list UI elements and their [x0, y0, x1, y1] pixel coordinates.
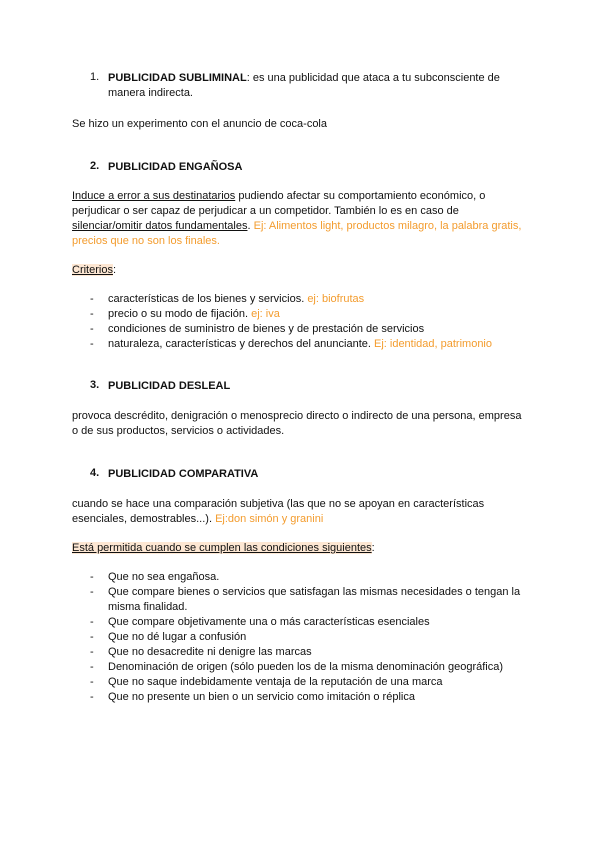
permitida-text: Está permitida cuando se cumplen las condiciones siguientes	[72, 542, 372, 554]
list-item	[90, 615, 530, 630]
criterios-list	[90, 292, 530, 352]
list-item-text: Que compare bienes o servicios que satisfagan las mismas necesidades o tengan la	[108, 586, 521, 598]
criterios-label	[72, 263, 532, 278]
section-4-line-2: esenciales, demostrables...).	[72, 513, 216, 525]
section-3-paragraph	[72, 409, 542, 439]
criterios-colon: :	[112, 264, 117, 276]
permitida-colon: :	[371, 542, 375, 554]
section-3-title: PUBLICIDAD DESLEAL	[108, 380, 231, 392]
list-item-text-cont: misma finalidad.	[108, 601, 188, 613]
section-3-line-1: provoca descrédito, denigración o menosprecio directo o indirecto de una persona, empresa	[72, 410, 522, 422]
list-item	[90, 645, 530, 660]
dash-bullet: -	[90, 691, 94, 703]
permitida-label	[72, 541, 532, 556]
dash-bullet: -	[90, 571, 94, 583]
dash-bullet: -	[90, 308, 94, 320]
list-item-text: características de los bienes y servicios.	[108, 293, 308, 305]
dash-bullet: -	[90, 616, 94, 628]
section-4-title: PUBLICIDAD COMPARATIVA	[108, 468, 259, 480]
section-4-line-1: cuando se hace una comparación subjetiva (las que no se apoyan en características	[72, 498, 485, 510]
section-2-text-b: perjudicar o ser capaz de perjudicar a un competidor. También lo es en caso de	[72, 205, 459, 217]
dash-bullet: -	[90, 646, 94, 658]
section-2-text-a: pudiendo afectar su comportamiento económico, o	[235, 190, 486, 202]
dash-bullet: -	[90, 676, 94, 688]
section-4-example: Ej:don simón y granini	[215, 513, 324, 525]
section-1-text: : es una publicidad que ataca a tu subconsciente de	[246, 72, 500, 84]
list-item-text: Que no sea engañosa.	[108, 571, 220, 583]
list-item	[90, 690, 530, 705]
section-1-note: Se hizo un experimento con el anuncio de coca-cola	[72, 118, 327, 130]
list-item-text: Que no presente un bien o un servicio como imitación o réplica	[108, 691, 415, 703]
list-item-example: ej: biofrutas	[307, 293, 365, 305]
list-item	[90, 292, 530, 307]
section-2-number: 2.	[90, 160, 100, 172]
list-item-text: Denominación de origen (sólo pueden los de la misma denominación geográfica)	[108, 661, 504, 673]
section-3-number: 3.	[90, 379, 100, 391]
section-4-paragraph	[72, 497, 532, 527]
list-item	[90, 337, 530, 352]
dash-bullet: -	[90, 323, 94, 335]
dash-bullet: -	[90, 661, 94, 673]
list-item	[90, 585, 530, 615]
list-item-text: Que compare objetivamente una o más características esenciales	[108, 616, 430, 628]
dash-bullet: -	[90, 631, 94, 643]
list-item-text: naturaleza, características y derechos del anunciante.	[108, 338, 374, 350]
section-1-title: PUBLICIDAD SUBLIMINAL	[108, 72, 247, 84]
list-item-text: Que no saque indebidamente ventaja de la reputación de una marca	[108, 676, 443, 688]
dash-bullet: -	[90, 293, 94, 305]
list-item	[90, 322, 530, 337]
list-item-example: Ej: identidad, patrimonio	[373, 338, 492, 350]
list-item-text: condiciones de suministro de bienes y de prestación de servicios	[108, 323, 425, 335]
list-item-text: Que no dé lugar a confusión	[108, 631, 247, 643]
section-2-title: PUBLICIDAD ENGAÑOSA	[108, 161, 243, 173]
example-orange-1: Ej: Alimentos light, productos milagro, la palabra gratis,	[253, 220, 522, 232]
section-2-paragraph	[72, 189, 532, 249]
dash-bullet: -	[90, 338, 94, 350]
list-item	[90, 307, 530, 322]
list-item	[90, 675, 530, 690]
section-3-line-2: o de sus productos, servicios o actividades.	[72, 425, 285, 437]
list-item	[90, 660, 530, 675]
section-1-text-2: manera indirecta.	[108, 87, 193, 99]
list-item-example: ej: iva	[251, 308, 280, 320]
conditions-list	[90, 570, 530, 705]
section-4-number: 4.	[90, 467, 100, 479]
list-item	[90, 570, 530, 585]
dash-bullet: -	[90, 586, 94, 598]
list-item-text: precio o su modo de fijación.	[108, 308, 252, 320]
section-2-text-c: .	[247, 220, 254, 232]
underlined-phrase-2: silenciar/omitir datos fundamentales	[72, 220, 248, 232]
list-item-text: Que no desacredite ni denigre las marcas	[108, 646, 312, 658]
criterios-text: Criterios	[72, 264, 113, 276]
example-orange-2: precios que no son los finales.	[72, 235, 220, 247]
list-item	[90, 630, 530, 645]
underlined-phrase-1: Induce a error a sus destinatarios	[72, 190, 236, 202]
section-1-number: 1.	[90, 71, 100, 83]
section-1-paragraph	[108, 71, 538, 101]
